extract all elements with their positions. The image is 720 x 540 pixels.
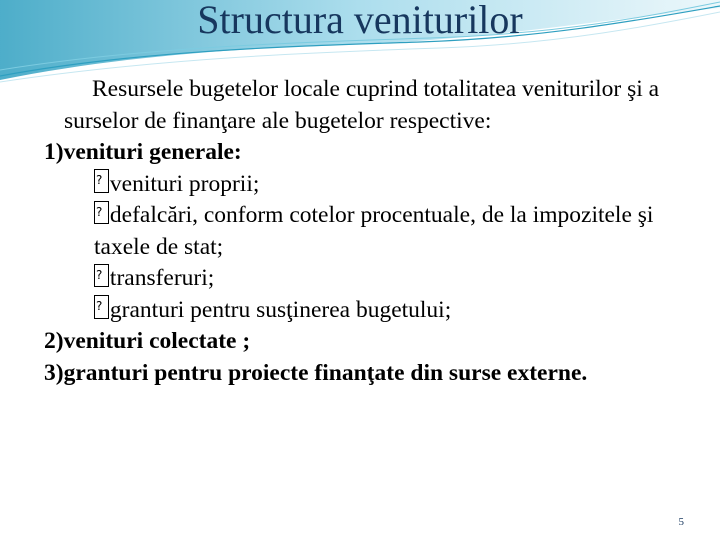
sub-item-2 — [44, 200, 684, 263]
list-number: 3) — [44, 359, 64, 386]
bullet-icon — [94, 201, 109, 224]
list-label: granturi pentru proiecte finanţate din surse externe. — [63, 359, 588, 386]
list-label: venituri colectate ; — [63, 328, 251, 354]
bullet-icon — [94, 169, 109, 192]
bullet-icon — [94, 295, 109, 318]
bullet-icon — [94, 264, 109, 287]
sub-item-text: defalcări, conform cotelor procentuale, de la impozitele şi taxele de stat; — [94, 202, 654, 260]
sub-item-text: transferuri; — [109, 265, 215, 291]
list-label: venituri generale: — [63, 139, 242, 165]
page-number: 5 — [678, 516, 684, 528]
sub-item-1 — [44, 169, 684, 201]
sub-item-text: venituri proprii; — [109, 170, 260, 197]
slide-title: Structura veniturilor — [197, 0, 523, 42]
sub-item-3 — [44, 263, 684, 295]
list-item-3 — [44, 358, 684, 390]
intro-paragraph: Resursele bugetelor locale cuprind totalitatea veniturilor şi a surselor de finanţare ale bugetelor respective: — [64, 76, 660, 134]
list-item-2 — [44, 326, 684, 358]
sub-item-text: granturi pentru susţinerea bugetului; — [109, 296, 452, 323]
list-item-1 — [44, 137, 684, 169]
list-number: 1) — [44, 139, 64, 165]
slide-body — [44, 74, 684, 389]
sub-item-4 — [44, 295, 684, 327]
list-number: 2) — [44, 328, 64, 354]
